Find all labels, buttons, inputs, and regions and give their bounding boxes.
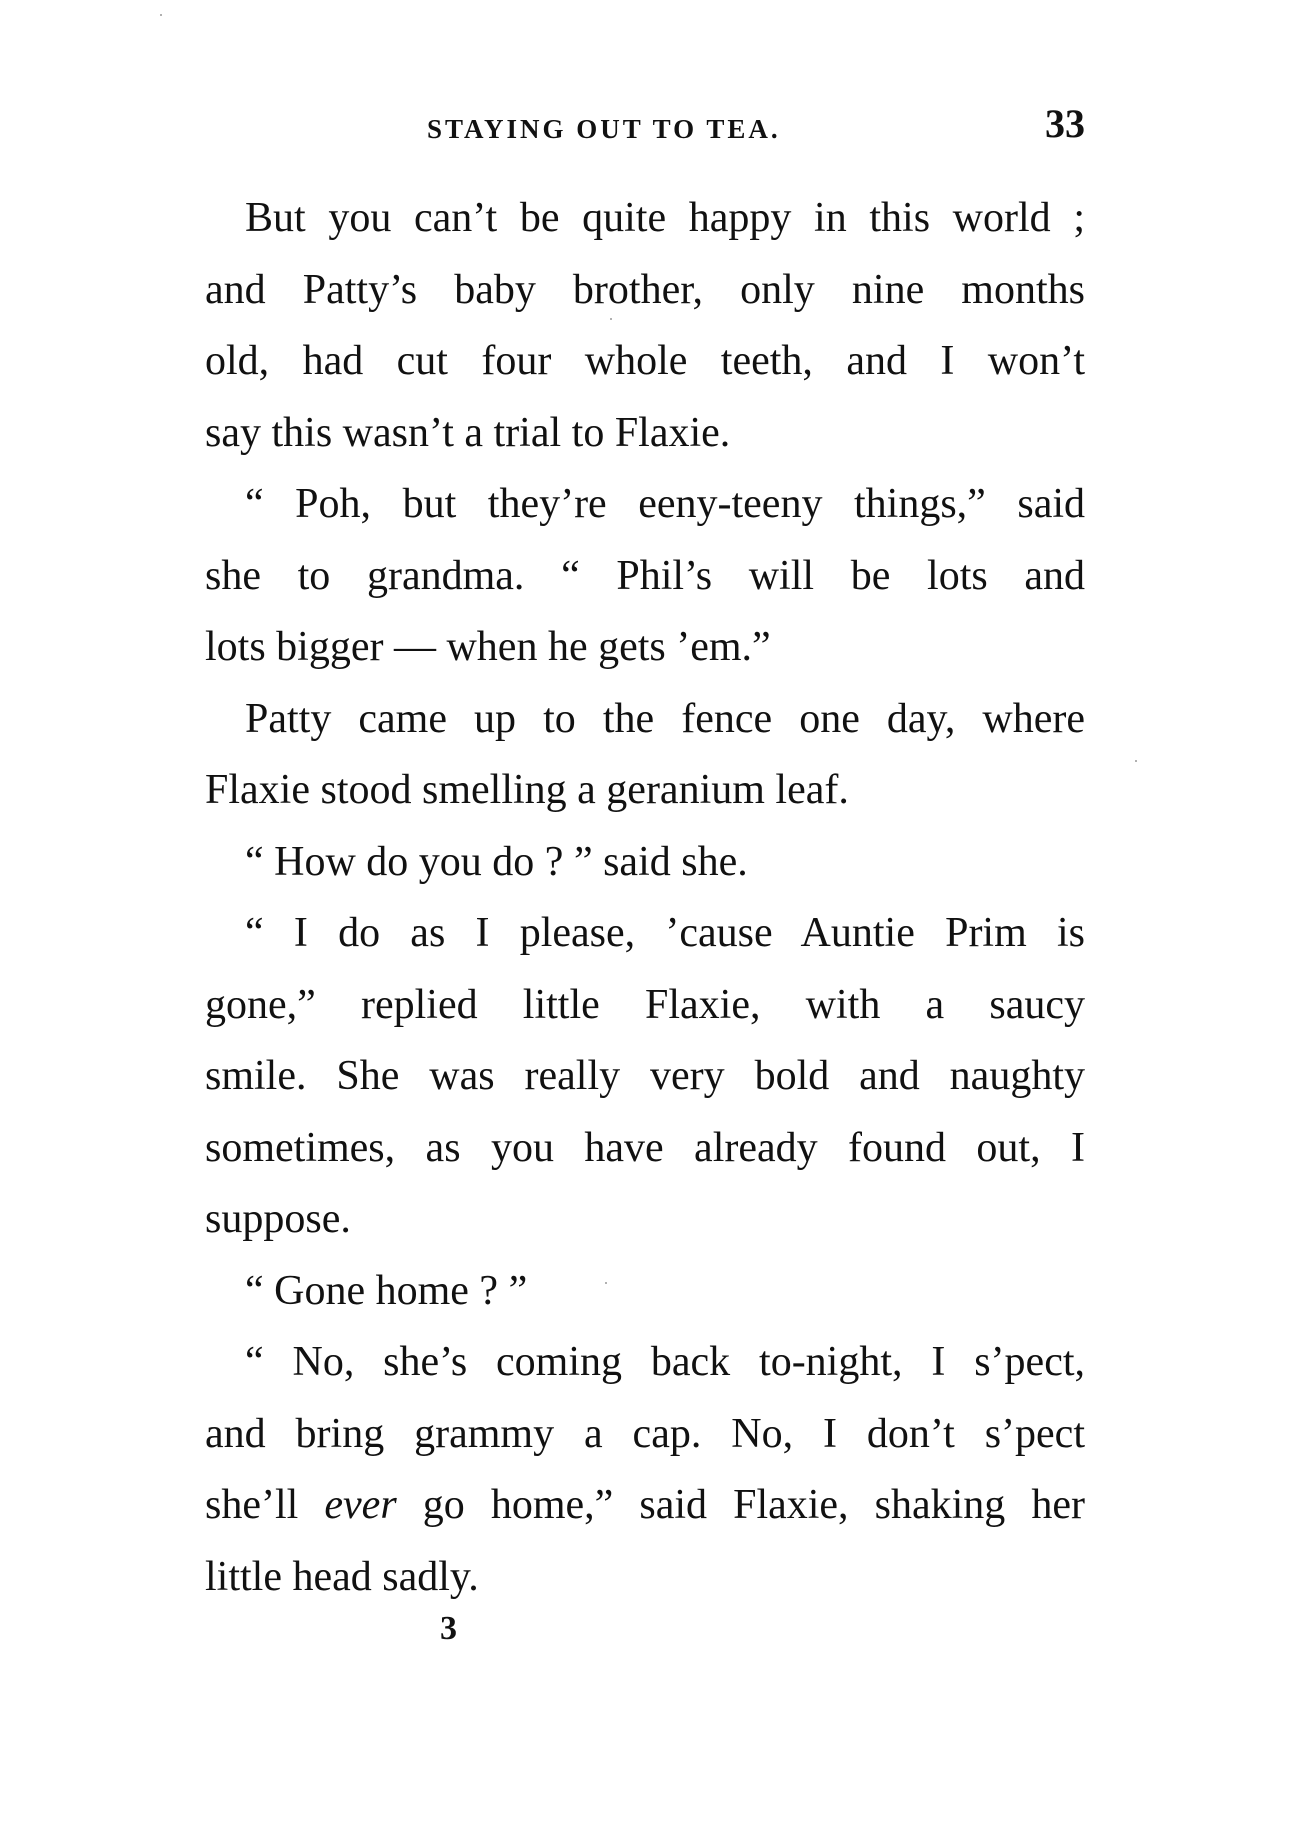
text-line: lots bigger — when he gets ’em.”	[205, 624, 771, 670]
text-line: sometimes, as you have already found out, I	[205, 1124, 1085, 1171]
text-line: little head sadly.	[205, 1553, 479, 1600]
text-line: “ Gone home ? ”	[245, 1267, 528, 1314]
text-line: “ No, she’s coming back to-night, I s’pect,	[245, 1339, 1085, 1385]
signature-mark: 3	[440, 1610, 457, 1647]
text-line: gone,” replied little Flaxie, with a saucy	[205, 981, 1085, 1028]
text-line: “ How do you do ? ” said she.	[245, 838, 748, 885]
paper-speck	[610, 318, 612, 320]
running-head: STAYING OUT TO TEA.	[427, 114, 781, 144]
line-text-after: go home,” said Flaxie, shaking her	[396, 1482, 1085, 1528]
body-text	[205, 183, 1085, 1613]
text-line-with-emphasis	[205, 1470, 1085, 1542]
text-line: she to grandma. “ Phil’s will be lots and	[205, 552, 1085, 599]
page-number: 33	[1045, 101, 1085, 146]
text-line: smile. She was really very bold and naughty	[205, 1053, 1085, 1099]
text-line: “ I do as I please, ’cause Auntie Prim is	[245, 910, 1085, 956]
text-line: and Patty’s baby brother, only nine months	[205, 266, 1085, 313]
paper-speck	[605, 1282, 607, 1284]
text-line: say this wasn’t a trial to Flaxie.	[205, 409, 731, 456]
text-line: But you can’t be quite happy in this world ;	[245, 195, 1085, 241]
line-text-before: she’ll	[205, 1482, 325, 1528]
text-line: suppose.	[205, 1196, 351, 1242]
text-line: old, had cut four whole teeth, and I won’t	[205, 338, 1085, 384]
page-header	[205, 100, 1085, 160]
text-line: Patty came up to the fence one day, where	[245, 695, 1085, 742]
paper-speck	[1135, 760, 1137, 762]
text-line: “ Poh, but they’re eeny-teeny things,” said	[245, 481, 1085, 527]
text-line: Flaxie stood smelling a geranium leaf.	[205, 767, 849, 813]
text-line: and bring grammy a cap. No, I don’t s’pect	[205, 1410, 1085, 1457]
paper-speck	[160, 14, 162, 16]
emphasized-word: ever	[324, 1482, 397, 1528]
